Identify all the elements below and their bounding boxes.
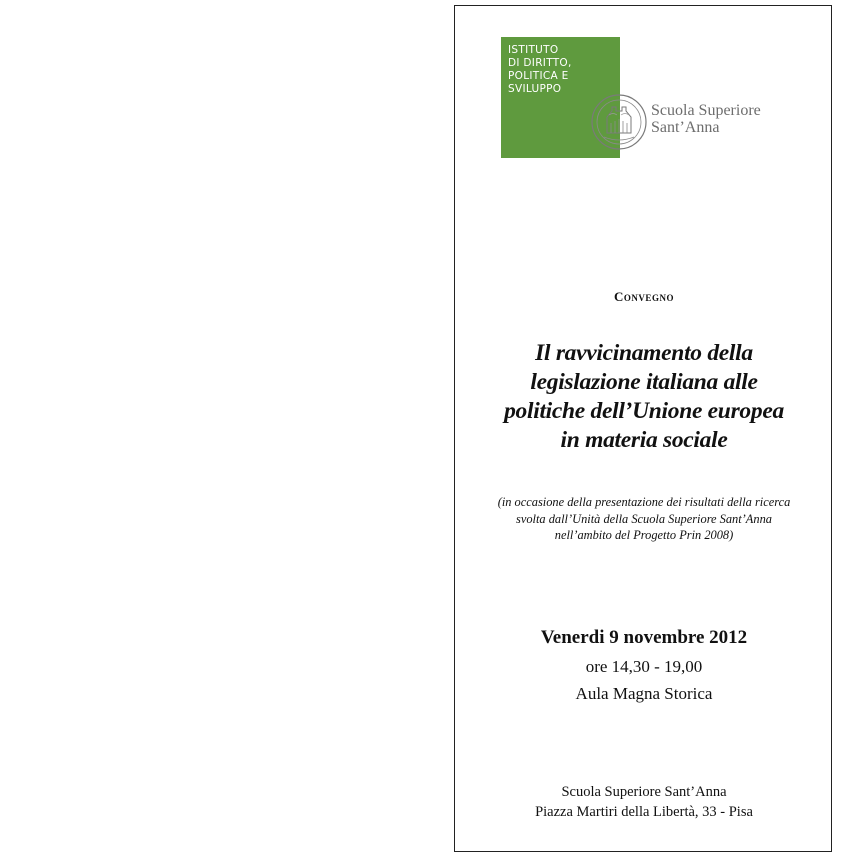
event-title-line: politiche dell’Unione europea (504, 398, 784, 424)
institute-line: POLITICA E (508, 70, 569, 82)
event-subtitle-line: (in occasione della presentazione dei risultati della ricerca (497, 495, 791, 509)
event-venue: Aula Magna Storica (575, 684, 713, 703)
institute-line: ISTITUTO (508, 44, 559, 56)
event-time: ore 14,30 - 19,00 (585, 657, 703, 676)
school-seal-icon (590, 93, 648, 151)
event-title-line: Il ravvicinamento della (535, 340, 753, 366)
school-name-line: Scuola Superiore (651, 102, 761, 119)
event-subtitle-line: svolta dall’Unità della Scuola Superiore Sant’Anna (516, 511, 772, 526)
school-logo-text (651, 102, 761, 136)
event-date: Venerdi 9 novembre 2012 (540, 627, 748, 648)
event-type-label: Convegno (614, 289, 674, 304)
school-name-line: Sant’Anna (651, 119, 720, 136)
address-line: Piazza Martiri della Libertà, 33 - Pisa (535, 804, 753, 820)
address-line: Scuola Superiore Sant’Anna (561, 784, 727, 800)
event-title (455, 339, 833, 455)
institute-line: SVILUPPO (508, 83, 562, 95)
event-subtitle-line: nell’ambito del Progetto Prin 2008) (554, 528, 734, 542)
institute-line: DI DIRITTO, (508, 57, 572, 69)
event-title-line: legislazione italiana alle (530, 369, 758, 395)
event-title-line: in materia sociale (560, 427, 728, 453)
brochure-page (454, 5, 832, 852)
event-address (455, 782, 833, 822)
event-subtitle (455, 494, 833, 544)
